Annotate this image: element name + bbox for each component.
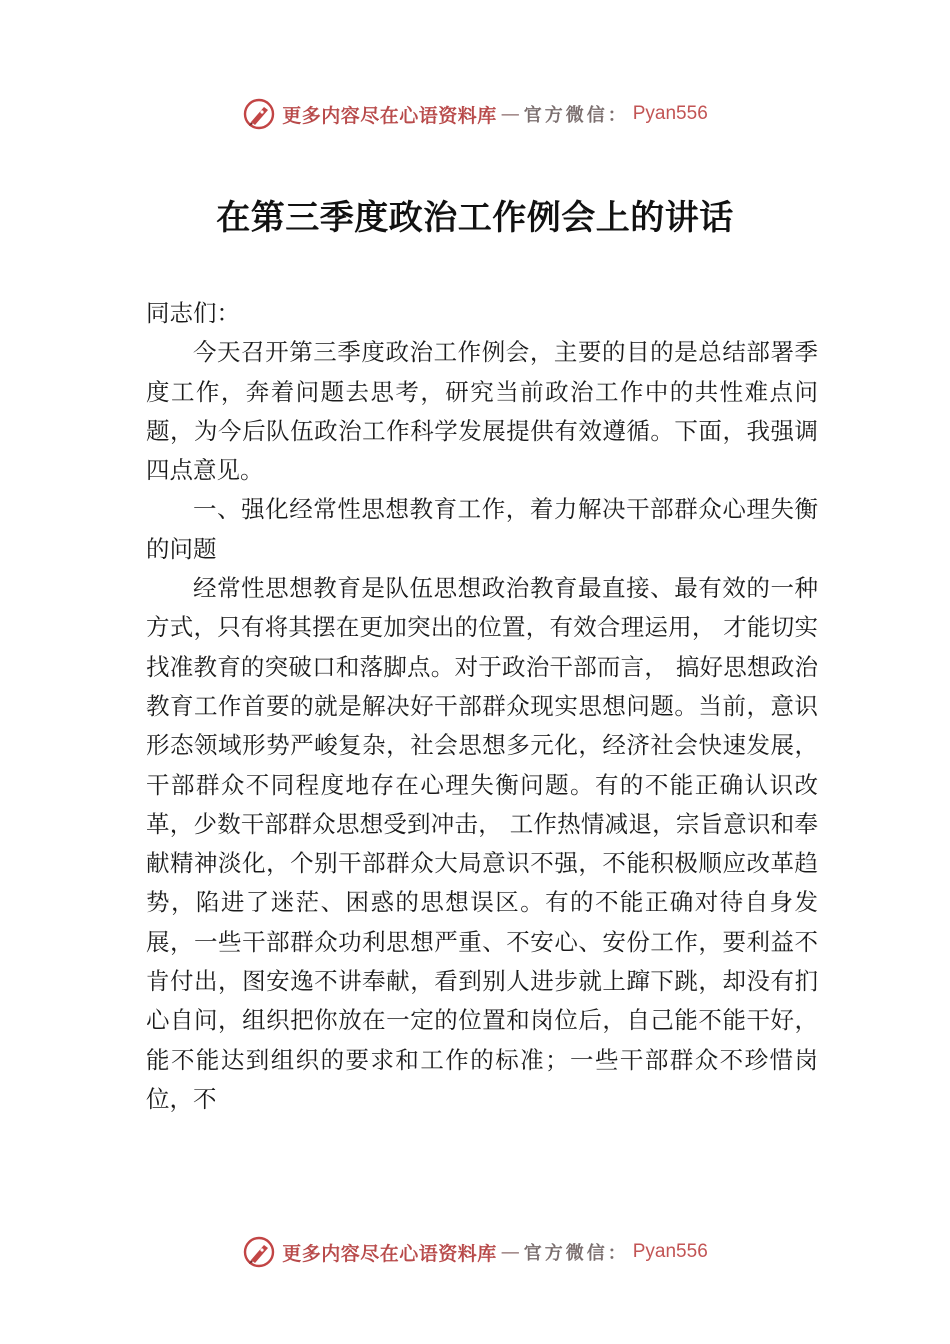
footer-banner [0, 1232, 950, 1272]
header-banner [0, 94, 950, 134]
banner-main-text: 更多内容尽在心语资料库 [282, 104, 497, 127]
salutation: 同志们： [146, 299, 240, 327]
section-heading-1: 一、强化经常性思想教育工作，着力解决干部群众心理失衡的问题 [146, 495, 818, 563]
pen-logo-icon [242, 97, 276, 131]
banner-wechat-id: Pyan556 [632, 1241, 708, 1262]
document-title: 在第三季度政治工作例会上的讲话 [216, 198, 734, 238]
pen-logo-icon [242, 1235, 276, 1269]
banner-wechat-id: Pyan556 [632, 103, 708, 124]
banner-wechat-label: 官方微信： [523, 105, 629, 126]
banner-main-text: 更多内容尽在心语资料库 [282, 1242, 497, 1265]
paragraph-section-1: 经常性思想教育是队伍思想政治教育最直接、最有效的一种方式，只有将其摆在更加突出的位置，有效合理运用， 才能切实找准教育的突破口和落脚点。对于政治干部而言， 搞好思想政治教育工作首要的就是解决好干部群众现实思想问题。当前，意识形态领域形势严峻复杂，社会思想多元化，经济社会快速发展，干部群众不同程度地存在心理失衡问题。有的不能正确认识改革，少数干部群众思想受到冲击， 工作热情减退，宗旨意识和奉献精神淡化，个别干部群众大局意识不强，不能积极顺应改革趋势，陷进了迷茫、困惑的思想误区。有的不能正确对待自身发展，一些干部群众功利思想严重、不安心、安份工作，要利益不肯付出，图安逸不讲奉献，看到别人进步就上蹿下跳，却没有扪心自问，组织把你放在一定的位置和岗位后，自己能不能干好，能不能达到组织的要求和工作的标准；一些干部群众不珍惜岗位，不 [146, 574, 818, 1113]
banner-separator: — [500, 103, 520, 125]
banner-separator: — [500, 1241, 520, 1263]
paragraph-intro: 今天召开第三季度政治工作例会，主要的目的是总结部署季度工作，奔着问题去思考，研究当前政治工作中的共性难点问题，为今后队伍政治工作科学发展提供有效遵循。下面，我强调四点意见。 [146, 338, 818, 485]
document-body [146, 294, 818, 1119]
banner-wechat-label: 官方微信： [523, 1243, 629, 1264]
